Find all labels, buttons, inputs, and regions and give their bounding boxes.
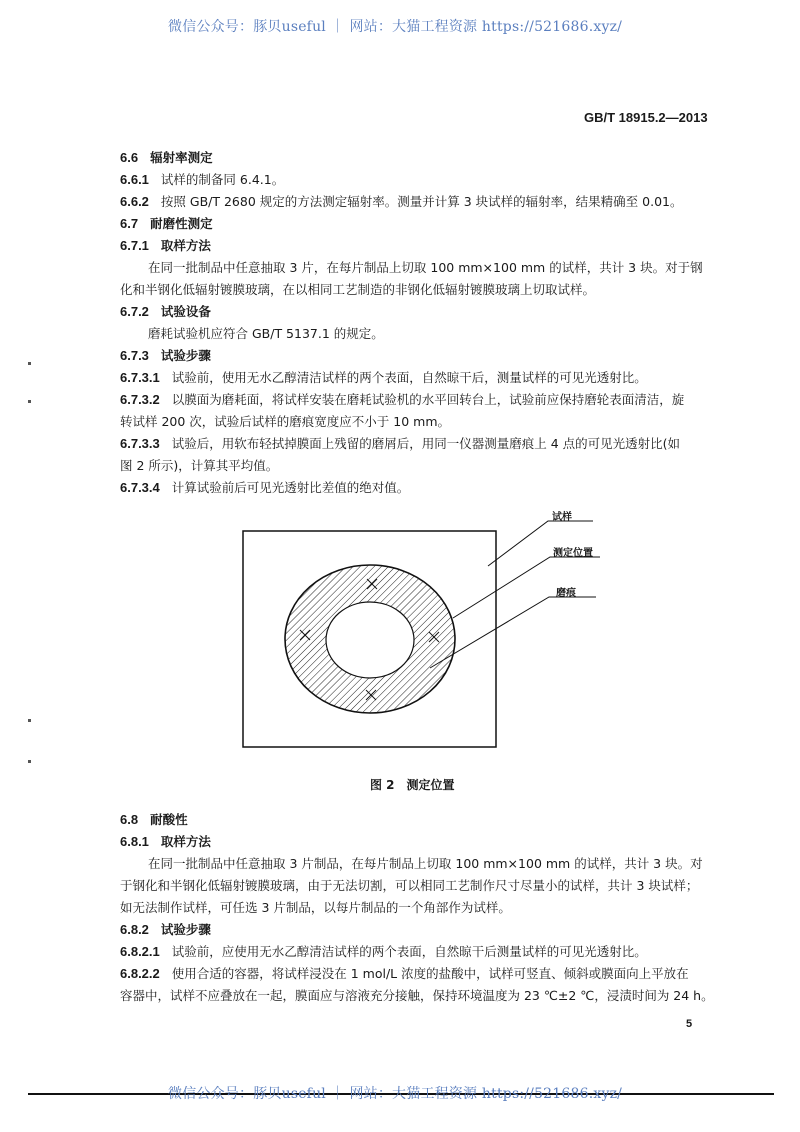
clause-number: 6.7.3.1 xyxy=(120,370,160,385)
paragraph-line: 容器中，试样不应叠放在一起，膜面应与溶液充分接触，保持环境温度为 23 ℃±2 ℃，浸渍时间为 24 h。 xyxy=(120,988,714,1003)
clause-number: 6.7.3 xyxy=(120,348,149,363)
section-title: 耐酸性 xyxy=(150,812,188,827)
clause-heading-6-8-1 xyxy=(120,832,211,850)
clause-number: 6.6.2 xyxy=(120,194,149,209)
clause-number: 6.7.1 xyxy=(120,238,149,253)
paragraph-line: 化和半钢化低辐射镀膜玻璃，在以相同工艺制造的非钢化低辐射镀膜玻璃上切取试样。 xyxy=(120,282,596,297)
section-number: 6.6 xyxy=(120,150,139,165)
clause-text: 以膜面为磨耗面，将试样安装在磨耗试验机的水平回转台上，试验前应保持磨轮表面清洁，旋 xyxy=(171,392,685,407)
section-number: 6.8 xyxy=(120,812,139,827)
label-measure-position: 测定位置 xyxy=(553,548,593,559)
clause-number: 6.8.2 xyxy=(120,922,149,937)
clause-number: 6.6.1 xyxy=(120,172,149,187)
figure-caption: 图 2 测定位置 xyxy=(370,778,455,792)
scan-speck xyxy=(28,362,31,365)
clause-text: 试验后，用软布轻拭掉膜面上残留的磨屑后，用同一仪器测量磨痕上 4 点的可见光透射比(如 xyxy=(171,436,681,451)
paragraph-line: 于钢化和半钢化低辐射镀膜玻璃，由于无法切割，可以相同工艺制作尺寸尽量小的试样，共计 3 块试样； xyxy=(120,878,699,893)
paragraph-line: 转试样 200 次，试验后试样的磨痕宽度应不小于 10 mm。 xyxy=(120,414,451,429)
clause-text: 试验前，使用无水乙醇清洁试样的两个表面，自然晾干后，测量试样的可见光透射比。 xyxy=(171,370,647,385)
clause-number: 6.7.3.2 xyxy=(120,392,160,407)
clause-title: 取样方法 xyxy=(160,834,211,849)
standard-code: GB/T 18915.2—2013 xyxy=(584,110,708,125)
clause-number: 6.7.2 xyxy=(120,304,149,319)
wear-mark-inner xyxy=(326,602,414,678)
watermark-bottom: 微信公众号：豚贝useful ｜ 网站：大猫工程资源 https://521686.xyz/ xyxy=(168,1086,623,1102)
section-title: 耐磨性测定 xyxy=(150,216,213,231)
clause-title: 试验步骤 xyxy=(160,348,211,363)
clause-text: 使用合适的容器，将试样浸没在 1 mol/L 浓度的盐酸中，试样可竖直、倾斜或膜面向上平放在 xyxy=(171,966,689,981)
clause-number: 6.8.2.1 xyxy=(120,944,160,959)
clause-number: 6.7.3.3 xyxy=(120,436,160,451)
clause-number: 6.8.1 xyxy=(120,834,149,849)
label-specimen: 试样 xyxy=(552,512,572,523)
clause-title: 试验设备 xyxy=(160,304,211,319)
section-number: 6.7 xyxy=(120,216,139,231)
watermark-top: 微信公众号：豚贝useful ｜ 网站：大猫工程资源 https://521686.xyz/ xyxy=(168,19,623,35)
paragraph-line: 在同一批制品中任意抽取 3 片制品，在每片制品上切取 100 mm×100 mm 的试样，共计 3 块。对 xyxy=(148,856,703,871)
clause-title: 试验步骤 xyxy=(160,922,211,937)
page-number: 5 xyxy=(686,1018,693,1030)
clause-heading-6-8-2 xyxy=(120,920,211,938)
clause-text: 按照 GB/T 2680 规定的方法测定辐射率。测量并计算 3 块试样的辐射率，结果精确至 0.01。 xyxy=(160,194,683,209)
clause-6-8-2-2 xyxy=(120,964,689,982)
paragraph-line: 磨耗试验机应符合 GB/T 5137.1 的规定。 xyxy=(148,326,384,341)
label-wear-mark: 磨痕 xyxy=(556,588,576,599)
clause-number: 6.8.2.2 xyxy=(120,966,160,981)
section-heading-6-8 xyxy=(120,810,188,828)
clause-text: 计算试验前后可见光透射比差值的绝对值。 xyxy=(171,480,410,495)
paragraph-line: 在同一批制品中任意抽取 3 片，在每片制品上切取 100 mm×100 mm 的试样，共计 3 块。对于钢 xyxy=(148,260,703,275)
paragraph-line: 图 2 所示)，计算其平均值。 xyxy=(120,458,279,473)
clause-title: 取样方法 xyxy=(160,238,211,253)
section-title: 辐射率测定 xyxy=(150,150,213,165)
scan-speck xyxy=(28,719,31,722)
scan-speck xyxy=(28,760,31,763)
scan-speck xyxy=(28,400,31,403)
clause-6-8-2-1 xyxy=(120,942,647,960)
paragraph-line: 如无法制作试样，可任选 3 片制品，以每片制品的一个角部作为试样。 xyxy=(120,900,511,915)
clause-number: 6.7.3.4 xyxy=(120,480,160,495)
clause-text: 试样的制备同 6.4.1。 xyxy=(160,172,285,187)
clause-text: 试验前，应使用无水乙醇清洁试样的两个表面，自然晾干后测量试样的可见光透射比。 xyxy=(171,944,647,959)
